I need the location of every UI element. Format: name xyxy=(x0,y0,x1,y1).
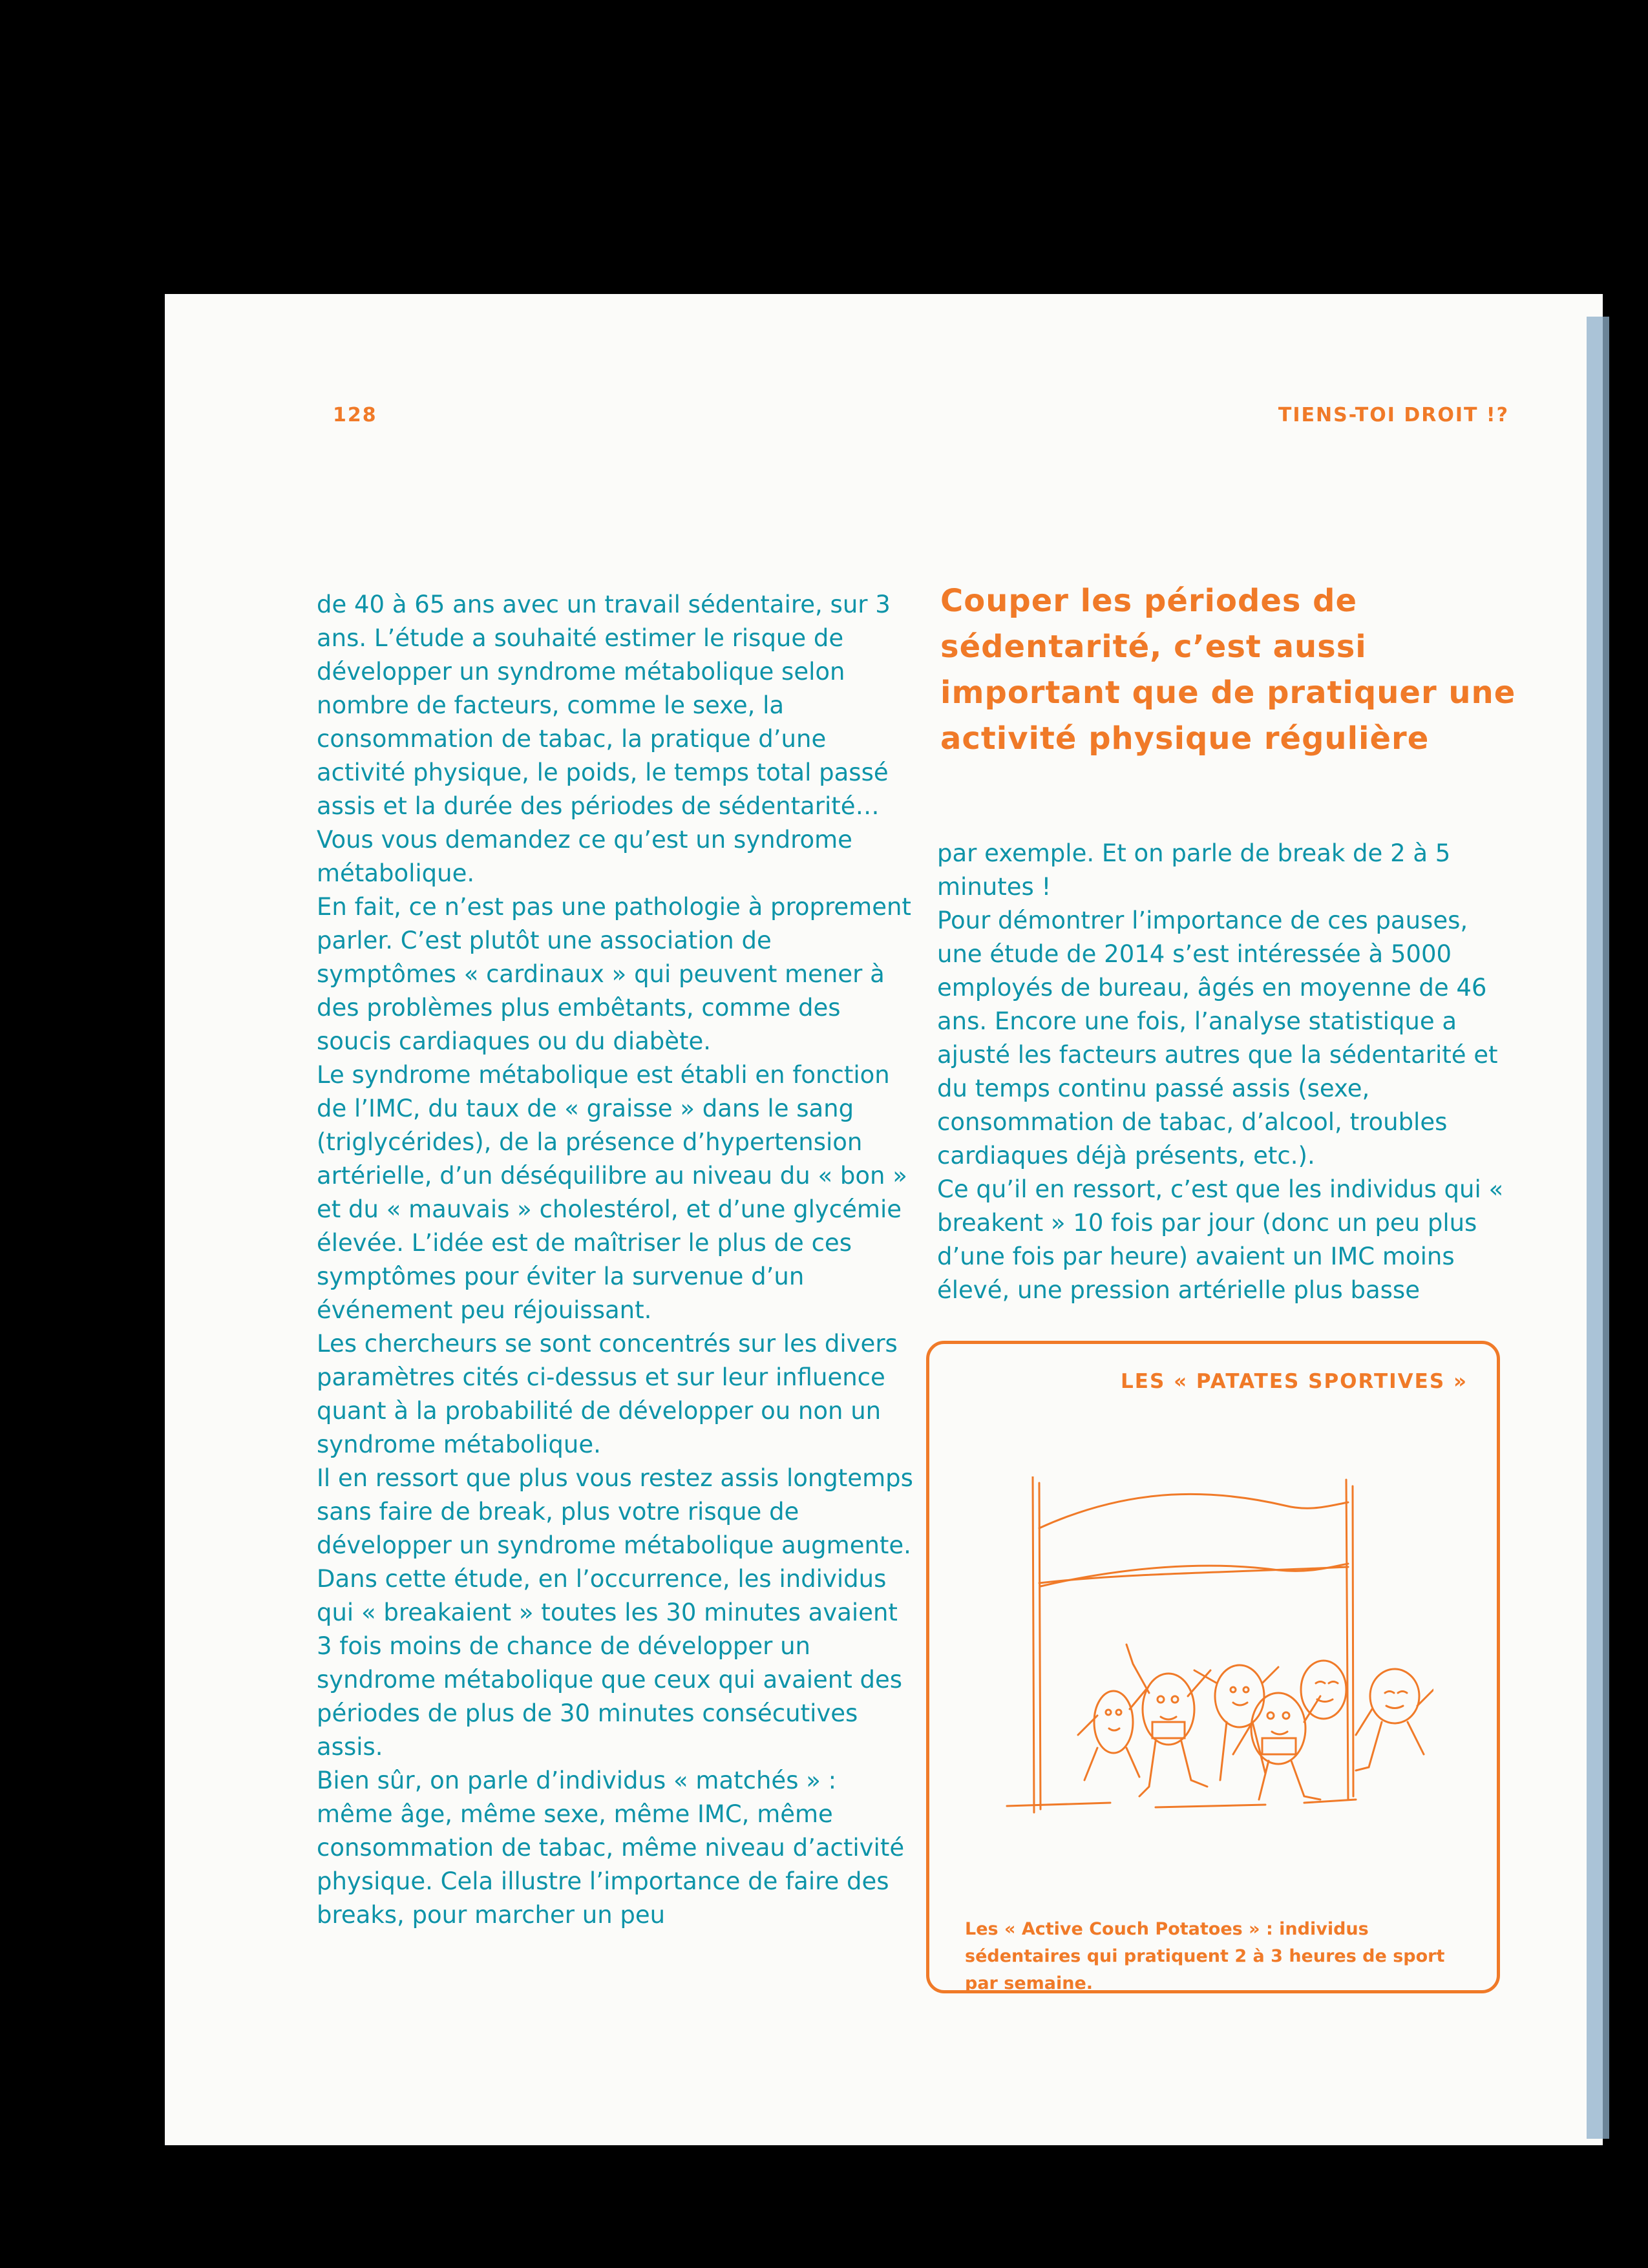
right-column xyxy=(937,837,1519,1307)
paragraph: Il en ressort que plus vous restez assis longtemps sans faire de break, plus votre risque de développer un syndrome métabolique augmente. Dans cette étude, en l’occurrence, les individus qui « breakaient » toutes les 30 minutes avaient 3 fois moins de chance de développer un syndrome métabolique que ceux qui avaient des périodes de plus de 30 minutes consécutives assis. xyxy=(317,1464,913,1761)
next-page-edge xyxy=(1587,317,1609,2139)
paragraph: En fait, ce n’est pas une pathologie à proprement parler. C’est plutôt une association de symptômes « cardinaux » qui peuvent mener à des problèmes plus embêtants, comme des soucis cardiaques ou du diabète. xyxy=(317,893,911,1055)
running-title: TIENS-TOI DROIT !? xyxy=(1278,404,1509,426)
paragraph: Les chercheurs se sont concentrés sur les divers paramètres cités ci-dessus et sur leur influence quant à la probabilité de développer ou non un syndrome métabolique. xyxy=(317,1330,898,1458)
pull-quote: Couper les périodes de sédentarité, c’est aussi important que de pratiquer une activité physique régulière xyxy=(940,583,1516,757)
paragraph: Bien sûr, on parle d’individus « matchés » : même âge, même sexe, même IMC, même consommation de tabac, même niveau d’activité physique. Cela illustre l’importance de faire des breaks, pour marcher un peu xyxy=(317,1767,905,1929)
left-column xyxy=(317,588,918,1932)
paragraph: Le syndrome métabolique est établi en fonction de l’IMC, du taux de « graisse » dans le sang (triglycérides), de la présence d’hypertension artérielle, d’un déséquilibre au niveau du « bon » et du « mauvais » cholestérol, et d’une glycémie élevée. L’idée est de maîtriser le plus de ces symptômes pour éviter la survenue d’un événement peu réjouissant. xyxy=(317,1061,907,1324)
paragraph: Ce qu’il en ressort, c’est que les individus qui « breakent » 10 fois par jour (donc un peu plus d’une fois par heure) avaient un IMC moins élevé, une pression artérielle plus basse xyxy=(937,1175,1504,1304)
paragraph: Pour démontrer l’importance de ces pauses, une étude de 2014 s’est intéressée à 5000 employés de bureau, âgés en moyenne de 46 ans. Encore une fois, l’analyse statistique a ajusté les facteurs autres que la sédentarité et du temps continu passé assis (sexe, consommation de tabac, d’alcool, troubles cardiaques déjà présents, etc.). xyxy=(937,907,1498,1170)
paragraph: de 40 à 65 ans avec un travail sédentaire, sur 3 ans. L’étude a souhaité estimer le risque de développer un syndrome métabolique selon nombre de facteurs, comme le sexe, la consommation de tabac, la pratique d’une activité physique, le poids, le temps total passé assis et la durée des périodes de sédentarité… Vous vous demandez ce qu’est un syndrome métabolique. xyxy=(317,591,891,887)
sidebar-title: LES « PATATES SPORTIVES » xyxy=(1121,1370,1468,1393)
potatoes-illustration xyxy=(994,1476,1433,1864)
sidebar-box xyxy=(926,1341,1500,1993)
page-number: 128 xyxy=(333,404,377,426)
paragraph: par exemple. Et on parle de break de 2 à 5 minutes ! xyxy=(937,839,1451,901)
sidebar-caption: Les « Active Couch Potatoes » : individus sédentaires qui pratiquent 2 à 3 heures de sport par semaine. xyxy=(965,1919,1445,1993)
